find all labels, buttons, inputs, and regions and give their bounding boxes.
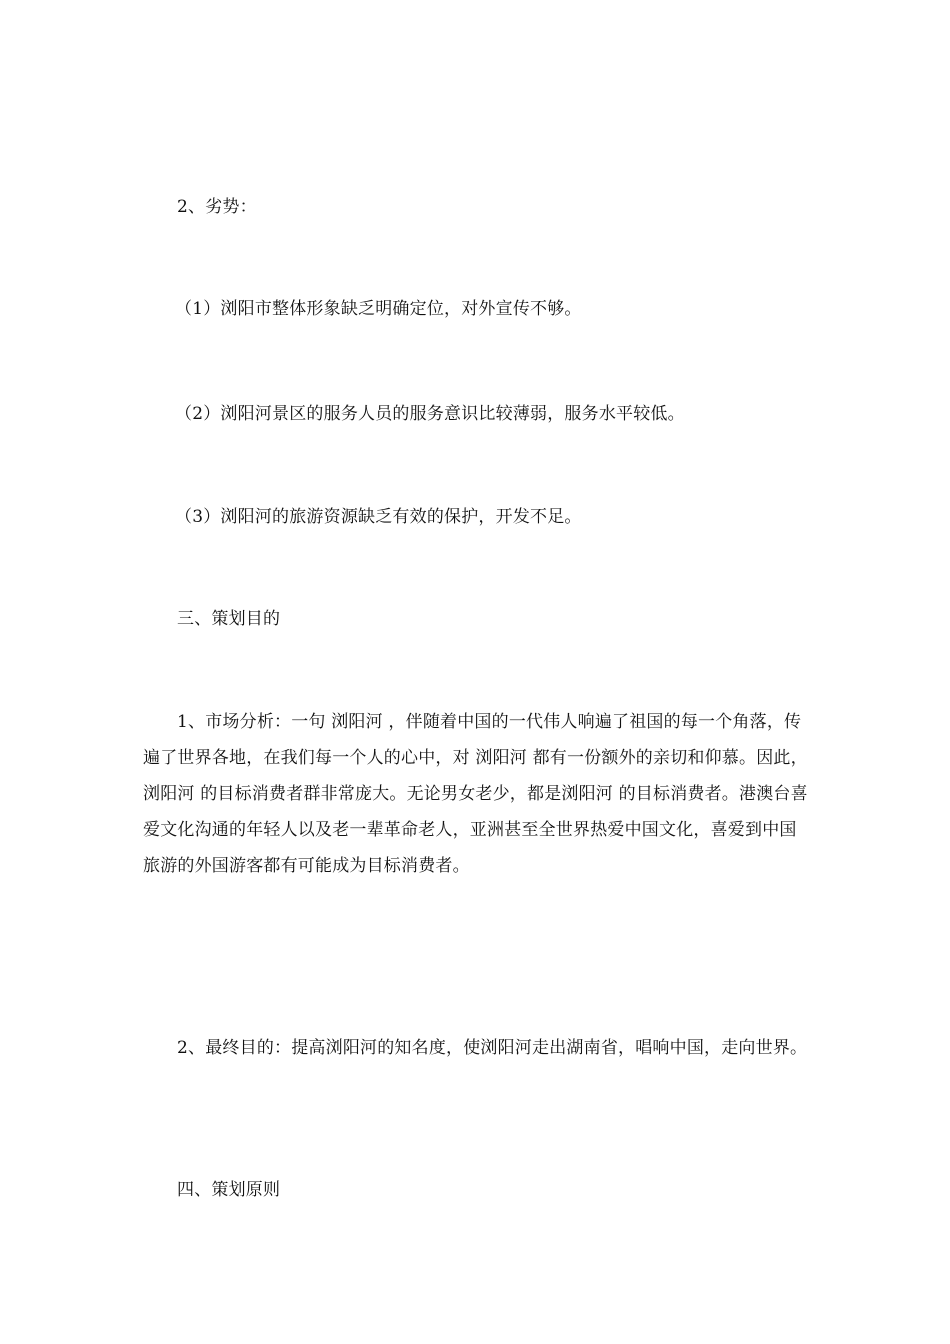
final-goal-paragraph: 2、最终目的：提高浏阳河的知名度，使浏阳河走出湖南省，唱响中国，走向世界。 — [177, 1038, 808, 1058]
weakness-item-2: （2）浏阳河景区的服务人员的服务意识比较薄弱，服务水平较低。 — [175, 404, 685, 424]
market-analysis-paragraph: 1、市场分析：一句 浏阳河 ，伴随着中国的一代伟人响遍了祖国的每一个角落，传遍了世界各地，在我们每一个人的心中，对 浏阳河 都有一份额外的亲切和仰慕。因此， 浏阳河 的目标消费者群非常庞大。无论男女老少，都是浏阳河 的目标消费者。港澳台喜爱文化沟通的年轻人以及老一辈革命老人，亚洲甚至全世界热爱中国文化，喜爱到中国旅游的外国游客都有可能成为目标消费者。 — [143, 712, 814, 876]
weakness-heading: 2、劣势： — [177, 197, 257, 217]
section-4-heading: 四、策划原则 — [177, 1180, 281, 1200]
weakness-item-3: （3）浏阳河的旅游资源缺乏有效的保护，开发不足。 — [175, 507, 582, 527]
section-3-heading: 三、策划目的 — [177, 609, 281, 629]
weakness-item-1: （1）浏阳市整体形象缺乏明确定位，对外宣传不够。 — [175, 299, 582, 319]
